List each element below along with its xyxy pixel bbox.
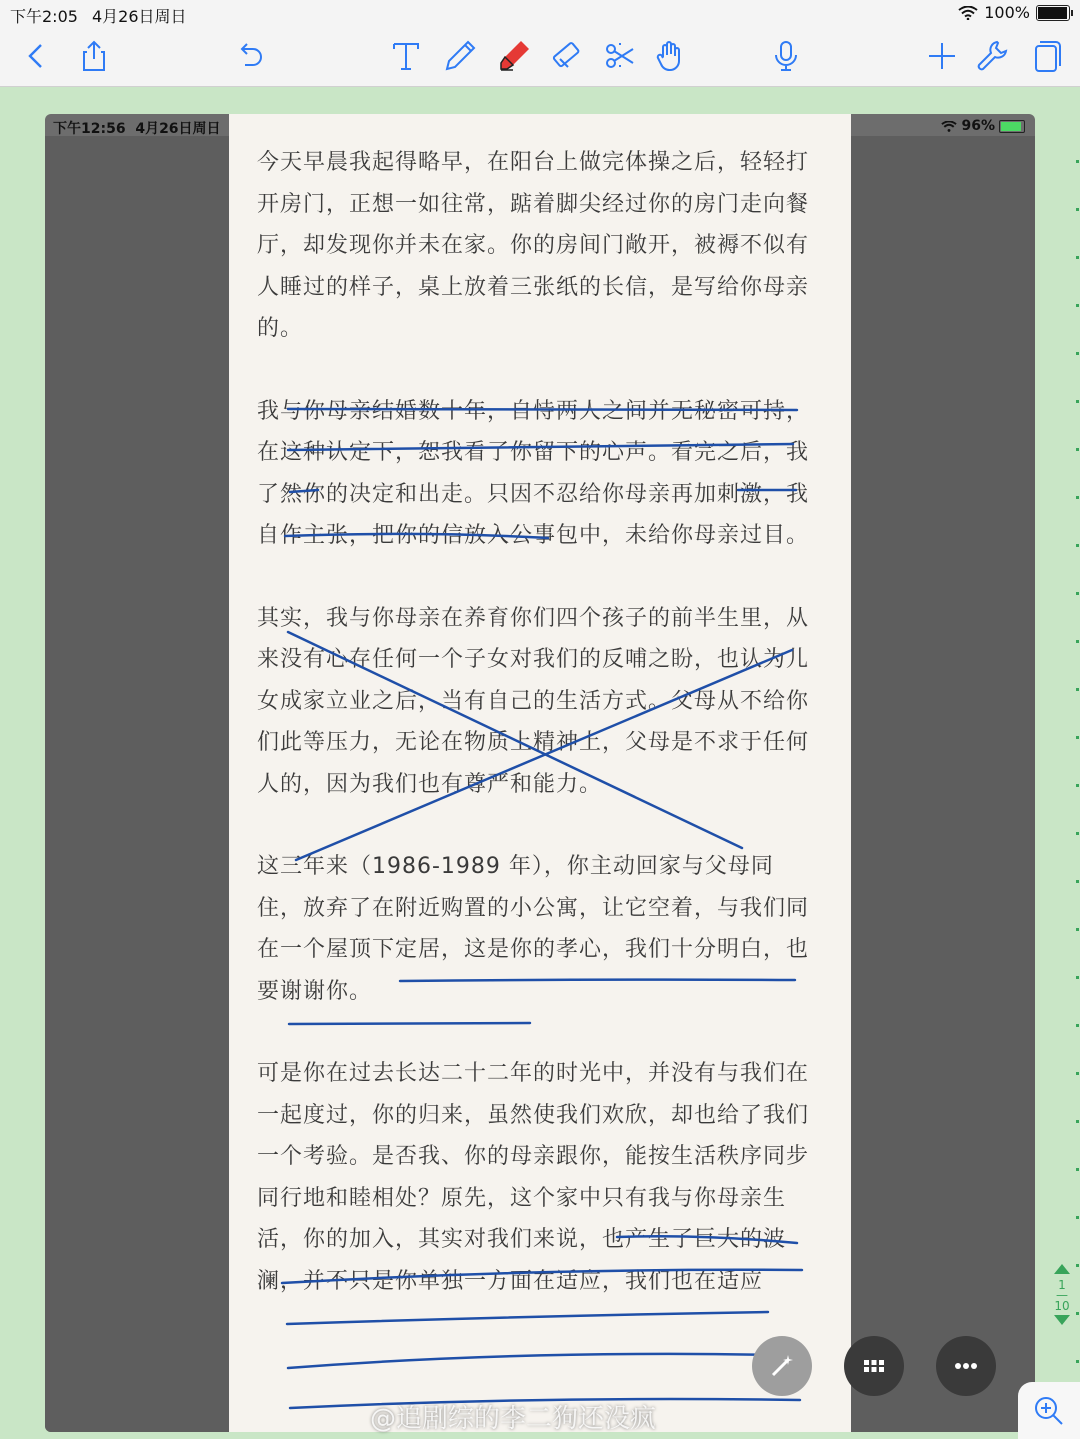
toolbar [0,26,1080,87]
undo-icon[interactable] [230,36,270,76]
magic-icon [767,1351,797,1381]
page-down-icon[interactable] [1052,1313,1072,1327]
watermark: @追剧综的李二狗还没疯 [370,1404,657,1434]
tick-mark [1076,352,1079,355]
tick-mark [1076,1312,1079,1315]
status-bar [0,0,1080,26]
battery-icon [999,120,1025,133]
tick-mark [1076,688,1079,691]
pages-icon[interactable] [1026,36,1066,76]
blurred-right-panel [851,136,1035,1432]
inner-status-right [941,118,1025,134]
page-tick-marks [1074,120,1080,1420]
total-pages: 10 [1054,1299,1070,1313]
letter-body [257,142,817,1343]
tick-mark [1076,1168,1079,1171]
page-divider: — [1056,1288,1068,1302]
tick-mark [1076,496,1079,499]
status-right [958,3,1070,22]
tick-mark [1076,544,1079,547]
more-icon [951,1351,981,1381]
embedded-screenshot [45,114,1035,1432]
zoom-button[interactable] [1018,1382,1080,1439]
add-icon[interactable] [922,36,962,76]
status-date: 4月26日周日 [92,7,187,26]
tick-mark [1076,736,1079,739]
hand-icon[interactable] [650,36,690,76]
inner-status-time [53,118,221,138]
tick-mark [1076,832,1079,835]
tick-mark [1076,160,1079,163]
tick-mark [1076,208,1079,211]
tick-mark [1076,880,1079,883]
status-time: 下午2:05 [10,7,78,26]
tick-mark [1076,448,1079,451]
wifi-icon [958,6,978,20]
letter-page [229,114,851,1432]
scissors-icon[interactable] [600,36,640,76]
letter-paragraph-4: 这三年来（1986-1989 年），你主动回家与父母同住，放弃了在附近购置的小公寓，让它空着，与我们同在一个屋顶下定居，这是你的孝心，我们十分明白，也要谢谢你。 [257,854,810,1004]
tick-mark [1076,1072,1079,1075]
inner-date: 4月26日周日 [135,121,221,137]
share-icon[interactable] [74,36,114,76]
eraser-icon[interactable] [546,36,586,76]
letter-paragraph-5: 可是你在过去长达二十二年的时光中，并没有与我们在一起度过，你的归来，虽然使我们欢欣，却也给了我们一个考验。是否我、你的母亲跟你，能按生活秩序同步同行地和睦相处？原先，这个家中只有我与你母亲生活，你的加入，其实对我们来说，也产生了巨大的波澜，并不只是你单独一方面在适应，我们也在适应 [257,1061,810,1294]
tick-mark [1076,976,1079,979]
inner-time: 下午12:56 [53,121,126,137]
tick-mark [1076,928,1079,931]
microphone-icon[interactable] [766,36,806,76]
wrench-icon[interactable] [972,36,1012,76]
tick-mark [1076,1264,1079,1267]
letter-paragraph-1: 今天早晨我起得略早，在阳台上做完体操之后，轻轻打开房门，正想一如往常，踮着脚尖经过你的房门走向餐厅，却发现你并未在家。你的房间门敞开，被褥不似有人睡过的样子，桌上放着三张纸的长信，是写给你母亲的。 [257,150,810,341]
page-up-icon[interactable] [1052,1262,1072,1276]
wifi-icon [941,121,957,132]
tick-mark [1076,1360,1079,1363]
zoom-in-icon [1033,1395,1065,1427]
battery-icon [1036,5,1070,21]
inner-battery-percent: 96% [961,118,995,134]
battery-percent: 100% [984,3,1030,22]
tick-mark [1076,592,1079,595]
text-tool-icon[interactable] [386,36,426,76]
tick-mark [1076,1120,1079,1123]
magic-button[interactable] [752,1336,812,1396]
letter-paragraph-2: 我与你母亲结婚数十年，自恃两人之间并无秘密可持，在这种认定下，恕我看了你留下的心声。看完之后，我了然你的决定和出走。只因不忍给你母亲再加刺激，我自作主张，把你的信放入公事包中，未给你母亲过目。 [257,398,810,548]
tick-mark [1076,304,1079,307]
grid-button[interactable] [844,1336,904,1396]
highlighter-icon[interactable] [494,36,534,76]
tick-mark [1076,1216,1079,1219]
letter-paragraph-3: 其实，我与你母亲在养育你们四个孩子的前半生里，从来没有心存任何一个子女对我们的反哺之盼，也认为儿女成家立业之后，当有自己的生活方式。父母从不给你们此等压力，无论在物质上精神上，父母是不求于任何人的，因为我们也有尊严和能力。 [257,605,810,797]
tick-mark [1076,256,1079,259]
tick-mark [1076,784,1079,787]
page-indicator[interactable] [1052,1262,1072,1330]
blurred-left-panel [45,136,229,1432]
more-button[interactable] [936,1336,996,1396]
tick-mark [1076,640,1079,643]
back-chevron-icon[interactable] [16,36,56,76]
tick-mark [1076,400,1079,403]
pen-icon[interactable] [440,36,480,76]
grid-icon [859,1351,889,1381]
current-page: 1 [1058,1278,1066,1292]
tick-mark [1076,1024,1079,1027]
